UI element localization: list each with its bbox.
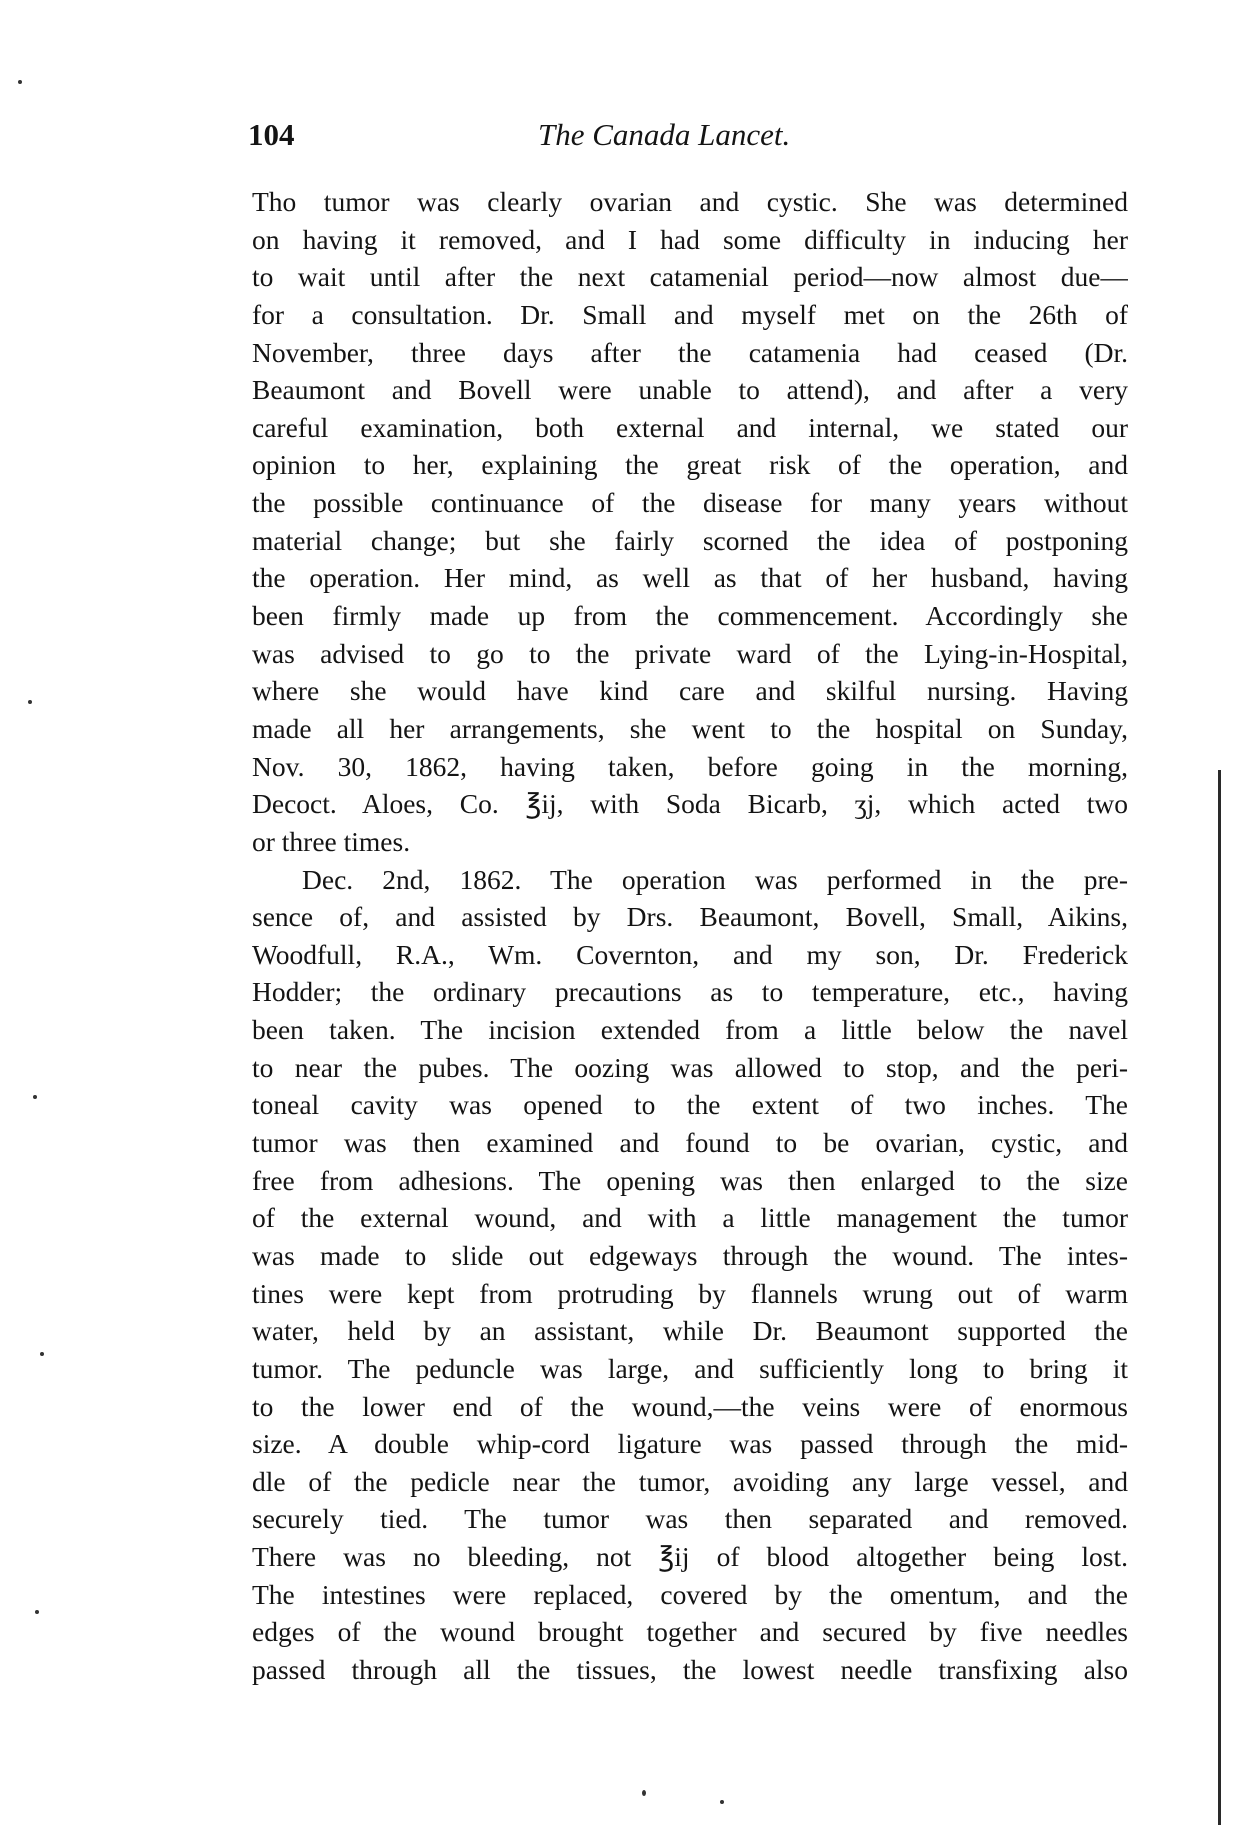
text-line: Woodfull, R.A., Wm. Covernton, and my son, Dr. Frederick (252, 938, 1128, 970)
text-line: The intestines were replaced, covered by the omentum, and the (252, 1578, 1128, 1610)
text-line: There was no bleeding, not ℥ij of blood altogether being lost. (252, 1541, 1128, 1573)
text-line: was made to slide out edgeways through the wound. The intes- (252, 1239, 1128, 1271)
text-line: of the external wound, and with a little management the tumor (252, 1202, 1128, 1234)
text-line: made all her arrangements, she went to the hospital on Sunday, (252, 712, 1128, 744)
scan-speck (28, 700, 32, 704)
text-line: opinion to her, explaining the great risk of the operation, and (252, 449, 1128, 481)
text-line: size. A double whip-cord ligature was passed through the mid- (252, 1428, 1128, 1460)
text-line: edges of the wound brought together and secured by five needles (252, 1616, 1128, 1648)
text-line: sence of, and assisted by Drs. Beaumont, Bovell, Small, Aikins, (252, 901, 1128, 933)
text-line: to the lower end of the wound,—the veins were of enormous (252, 1390, 1128, 1422)
text-line: toneal cavity was opened to the extent of two inches. The (252, 1089, 1128, 1121)
text-line: Tho tumor was clearly ovarian and cystic. She was determined (252, 186, 1128, 217)
page-number: 104 (248, 117, 295, 152)
text-line: free from adhesions. The opening was then enlarged to the size (252, 1164, 1128, 1196)
scan-speck (40, 1352, 44, 1356)
text-line: for a consultation. Dr. Small and myself met on the 26th of (252, 298, 1128, 330)
running-title: The Canada Lancet. (538, 117, 791, 152)
margin-rule (1218, 770, 1221, 1825)
page-header (248, 117, 1128, 161)
text-line: the operation. Her mind, as well as that of her husband, having (252, 562, 1128, 594)
text-line: tumor was then examined and found to be ovarian, cystic, and (252, 1127, 1128, 1159)
text-line: was advised to go to the private ward of the Lying-in-Hospital, (252, 637, 1128, 669)
paragraph (252, 861, 1128, 1689)
text-line: material change; but she fairly scorned the idea of postponing (252, 524, 1128, 556)
text-line: Nov. 30, 1862, having taken, before going in the morning, (252, 750, 1128, 782)
body-text (252, 183, 1128, 1689)
text-line: securely tied. The tumor was then separated and removed. (252, 1503, 1128, 1535)
text-line: water, held by an assistant, while Dr. Beaumont supported the (252, 1315, 1128, 1347)
paragraph (252, 183, 1128, 861)
text-line: Dec. 2nd, 1862. The operation was performed in the pre- (302, 863, 1128, 895)
text-line: the possible continuance of the disease for many years without (252, 487, 1128, 519)
scan-speck (33, 1095, 37, 1099)
text-line: to wait until after the next catamenial period—now almost due— (252, 261, 1128, 293)
text-line: passed through all the tissues, the lowest needle transfixing also (252, 1653, 1128, 1685)
text-line: tumor. The peduncle was large, and sufficiently long to bring it (252, 1352, 1128, 1384)
scan-speck (720, 1800, 724, 1804)
text-line: to near the pubes. The oozing was allowed to stop, and the peri- (252, 1051, 1128, 1083)
scan-speck (642, 1790, 646, 1796)
text-line: been firmly made up from the commencement. Accordingly she (252, 600, 1128, 632)
text-line: dle of the pedicle near the tumor, avoiding any large vessel, and (252, 1465, 1128, 1497)
text-line: Hodder; the ordinary precautions as to temperature, etc., having (252, 976, 1128, 1008)
text-line: where she would have kind care and skilful nursing. Having (252, 675, 1128, 707)
text-line: on having it removed, and I had some difficulty in inducing her (252, 223, 1128, 255)
text-line: tines were kept from protruding by flannels wrung out of warm (252, 1277, 1128, 1309)
text-line: careful examination, both external and internal, we stated our (252, 411, 1128, 443)
text-line: been taken. The incision extended from a little below the navel (252, 1014, 1128, 1046)
text-line: Beaumont and Bovell were unable to attend), and after a very (252, 374, 1128, 406)
scan-speck (18, 80, 22, 84)
text-line: Decoct. Aloes, Co. ℥ij, with Soda Bicarb, ʒj, which acted two (252, 788, 1128, 820)
text-line: or three times. (252, 825, 411, 857)
scan-speck (35, 1610, 39, 1614)
text-line: November, three days after the catamenia had ceased (Dr. (252, 336, 1128, 368)
